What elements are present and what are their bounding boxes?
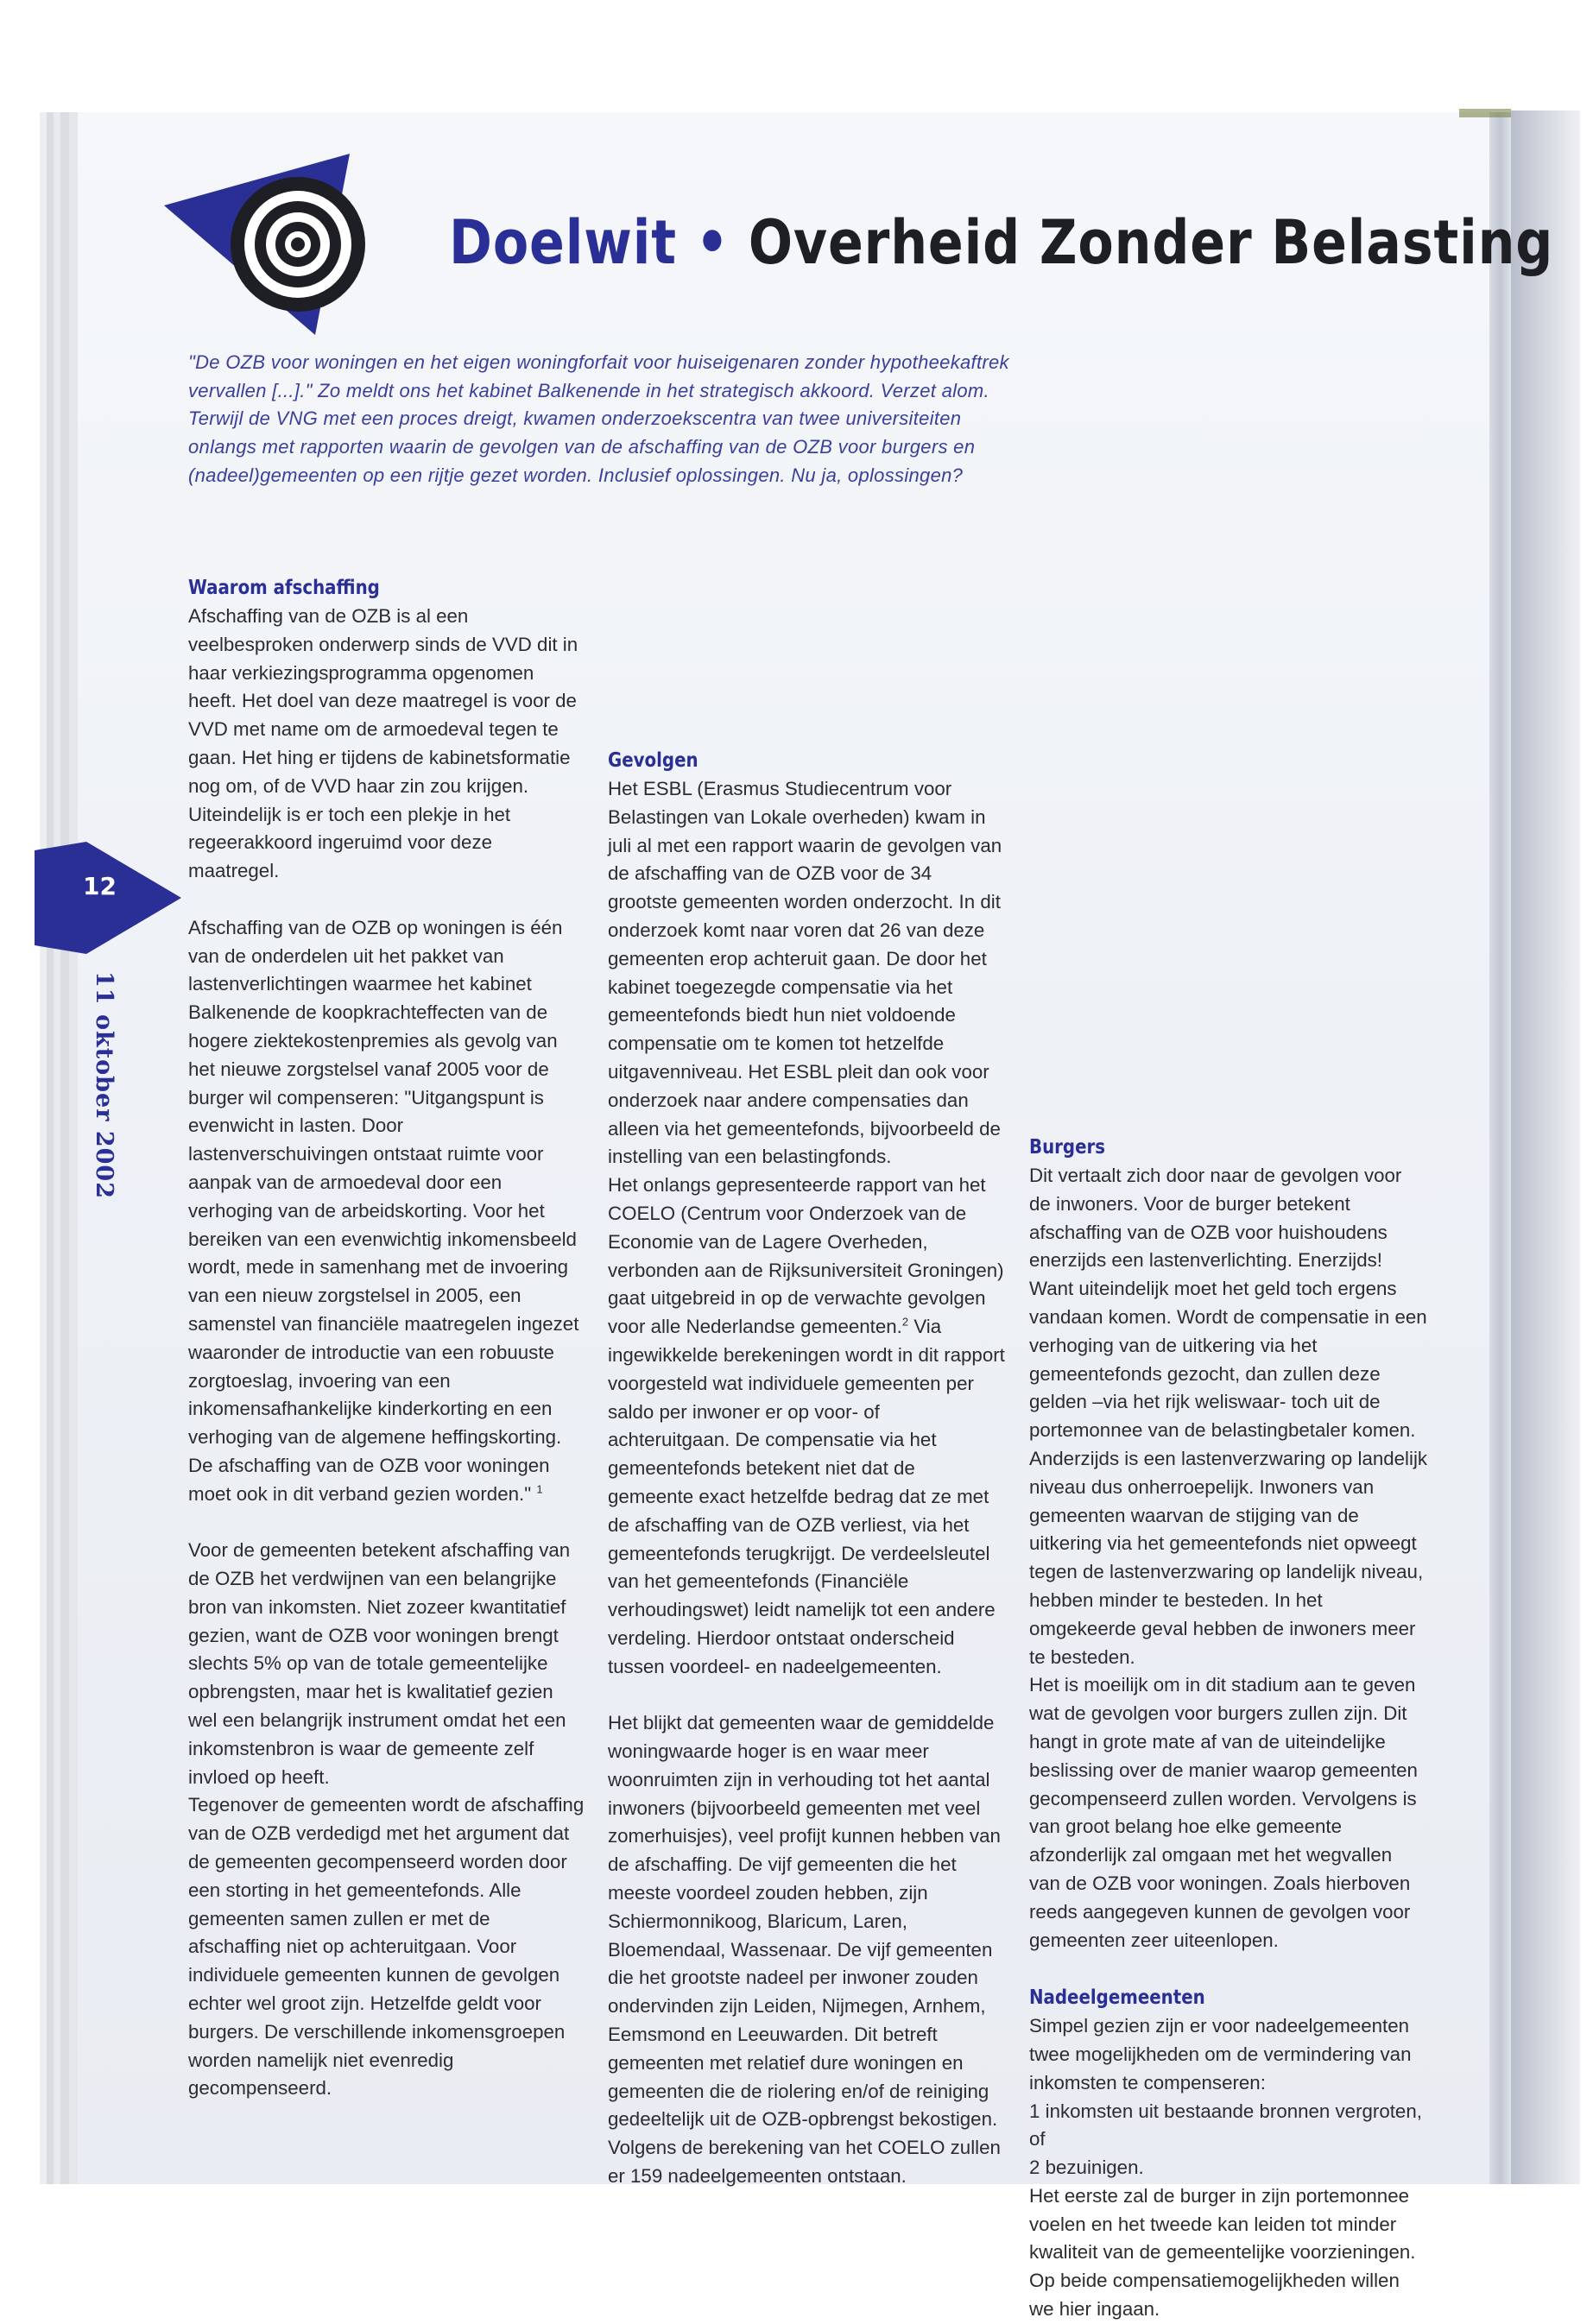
binding-mark [1459, 109, 1511, 117]
column-2 [608, 746, 1005, 2191]
intro-text: "De OZB voor woningen en het eigen woningforfait voor huiseigenaren zonder hypotheekaftrek vervallen [...]." Zo meldt ons het kabinet Balkenende in het strategisch akkoord. Verzet alom. Terwijl de VNG met een proces dreigt, kwamen onderzoekscentra van twee universiteiten onlangs met rapporten waarin de gevolgen van de afschaffing van de OZB voor burgers en (nadeel)gemeenten op een rijtje gezet worden. Inclusief oplossingen. Nu ja, oplossingen? [188, 351, 1009, 486]
burgers-p2: Het is moeilijk om in dit stadium aan te geven wat de gevolgen voor burgers zullen zijn. Dit hangt in grote mate af van de uiteindelijke beslissing over de manier waarop gemeenten gecompenseerd zullen worden. Vervolgens is van groot belang hoe elke gemeente afzonderlijk zal omgaan met het wegvallen van de OZB voor woningen. Zoals hierboven reeds aangegeven kunnen de gevolgen voor gemeenten zeer uiteenlopen. [1029, 1674, 1418, 1951]
footnote-2: 2 [901, 1315, 909, 1329]
waarom-p2 [188, 914, 585, 1509]
list-number-1: 1 [1029, 2100, 1040, 2122]
next-page-edge [1511, 111, 1580, 2184]
page-fold [1489, 112, 1511, 2184]
gevolgen-p2b-text: Via ingewikkelde berekeningen wordt in dit rapport voorgesteld wat individuele gemeenten per saldo per inwoner er op voor- of achteruitgaan. De compensatie via het gemeentefonds betekent niet dat de gemeente exact hetzelfde bedrag dat ze met de afschaffing van de OZB verliest, via het gemeentefonds terugkrijgt. De verdeelsleutel van het gemeentefonds (Financiële verhoudingswet) leidt namelijk tot een andere verdeling. Hierdoor ontstaat onderscheid tussen voordeel- en nadeelgemeenten. [608, 1316, 1005, 1677]
heading-burgers: Burgers [1029, 1136, 1106, 1159]
page-number: 12 [83, 872, 117, 900]
page-title [449, 207, 1553, 278]
title-part2: Overheid Zonder Belasting [748, 207, 1554, 278]
target-logo-icon [164, 154, 389, 335]
list-item-2 [1029, 2154, 1428, 2182]
heading-waarom: Waarom afschaffing [188, 577, 380, 599]
burgers-p1: Dit vertaalt zich door naar de gevolgen voor de inwoners. Voor de burger betekent afschaffing van de OZB voor huishoudens enerzijds een lastenverlichting. Enerzijds! Want uiteindelijk moet het geld toch ergens vandaan komen. Wordt de compensatie in een verhoging van de uitkering via het gemeentefonds gezocht, dan zullen deze gelden –via het rijk weliswaar- toch uit de portemonnee van de belastingbetaler komen. Anderzijds is een lastenverzwaring op landelijk niveau dus onherroepelijk. Inwoners van gemeenten waarvan de stijging van de uitkering via het gemeentefonds niet opweegt tegen de lastenverzwaring op landelijk niveau, hebben minder te besteden. In het omgekeerde geval hebben de inwoners meer te besteden. [1029, 1165, 1428, 1668]
title-separator: • [695, 207, 730, 278]
gevolgen-p2-text: Het onlangs gepresenteerde rapport van het COELO (Centrum voor Onderzoek van de Economie van de Lagere Overheden, verbonden aan de Rijksuniversiteit Groningen) gaat uitgebreid in op de verwachte gevolgen voor alle Nederlandse gemeenten. [608, 1174, 1004, 1338]
heading-gevolgen: Gevolgen [608, 749, 699, 772]
footnote-1: 1 [536, 1482, 543, 1496]
waarom-p3: Voor de gemeenten betekent afschaffing van de OZB het verdwijnen van een belangrijke bron van inkomsten. Niet zozeer kwantitatief gezien, want de OZB voor woningen brengt slechts 5% op van de totale gemeentelijke opbrengsten, maar het is kwalitatief gezien wel een belangrijk instrument omdat het een inkomstenbron is waar de gemeente zelf invloed op heeft. [188, 1539, 571, 1788]
column-1 [188, 573, 585, 2103]
column-3 [1029, 1133, 1428, 2324]
gevolgen-p2 [608, 1171, 1005, 1681]
gevolgen-p1: Het ESBL (Erasmus Studiecentrum voor Belastingen van Lokale overheden) kwam in juli al met een rapport waarin de gevolgen van de afschaffing van de OZB voor de 34 grootste gemeenten worden onderzocht. In dit onderzoek komt naar voren dat 26 van deze gemeenten erop achteruit gaan. De door het kabinet toegezegde compensatie via het gemeentefonds biedt hun niet voldoende compensatie om te komen tot hetzelfde uitgavenniveau. Het ESBL pleit dan ook voor onderzoek naar andere compensaties dan alleen via het gemeentefonds, bijvoorbeeld de instelling van een belastingfonds. [608, 778, 1002, 1168]
issue-date: 11 oktober 2002 [91, 971, 117, 1199]
gevolgen-p3: Het blijkt dat gemeenten waar de gemiddelde woningwaarde hoger is en waar meer woonruimten zijn in verhouding tot het aantal inwoners (bijvoorbeeld gemeenten met veel zomerhuisjes), veel profijt kunnen hebben van de afschaffing. De vijf gemeenten die het meeste voordeel zouden hebben, zijn Schiermonnikoog, Blaricum, Laren, Bloemendaal, Wassenaar. De vijf gemeenten die het grootste nadeel per inwoner zouden ondervinden zijn Leiden, Nijmegen, Arnhem, Eemsmond en Leeuwarden. Dit betreft gemeenten met relatief dure woningen en gemeenten die de riolering en/of de reiniging gedeeltelijk uit de OZB-opbrengst bekostigen. Volgens de berekening van het COELO zullen er 159 nadeelgemeenten ontstaan. [608, 1712, 1001, 2188]
list-text-1: inkomsten uit bestaande bronnen vergroten, of [1029, 2100, 1422, 2150]
list-item-1 [1029, 2098, 1428, 2155]
waarom-p1: Afschaffing van de OZB is al een veelbesproken onderwerp sinds de VVD dit in haar verkiezingsprogramma opgenomen heeft. Het doel van deze maatregel is voor de VVD met name om de armoedeval tegen te gaan. Het hing er tijdens de kabinetsformatie nog om, of de VVD haar zin zou krijgen. Uiteindelijk is er toch een plekje in het regeerakkoord ingeruimd voor deze maatregel. [188, 605, 578, 882]
title-part1: Doelwit [449, 207, 677, 278]
waarom-p2-text: Afschaffing van de OZB op woningen is één van de onderdelen uit het pakket van lastenverlichtingen waarmee het kabinet Balkenende de koopkrachteffecten van de hogere ziektekostenpremies als gevolg van het nieuwe zorgstelsel vanaf 2005 voor de burger wil compenseren: "Uitgangspunt is evenwicht in lasten. Door lastenverschuivingen ontstaat ruimte voor aanpak van de armoedeval door een verhoging van de arbeidskorting. Voor het bereiken van een evenwichtig inkomensbeeld wordt, mede in samenhang met de invoering van een nieuw zorgstelsel in 2005, een samenstel van financiële maatregelen ingezet waaronder de introductie van een robuuste zorgtoeslag, invoering van een inkomensafhankelijke kinderkorting en een verhoging van de algemene heffingskorting. De afschaffing van de OZB voor woningen moet ook in dit verband gezien worden." [188, 916, 579, 1505]
list-number-2: 2 [1029, 2157, 1040, 2179]
nadeel-p2: Het eerste zal de burger in zijn portemonnee voelen en het tweede kan leiden tot minder kwaliteit van de gemeentelijke voorzieningen. Op beide compensatiemogelijkheden willen we hier ingaan. [1029, 2184, 1416, 2321]
heading-nadeelgemeenten: Nadeelgemeenten [1029, 1986, 1205, 2010]
nadeel-p1: Simpel gezien zijn er voor nadeelgemeenten twee mogelijkheden om de vermindering van inkomsten te compenseren: [1029, 2015, 1412, 2093]
list-text-2: bezuinigen. [1045, 2157, 1144, 2179]
waarom-p4: Tegenover de gemeenten wordt de afschaffing van de OZB verdedigd met het argument dat de gemeenten gecompenseerd worden door een storting in het gemeentefonds. Alle gemeenten samen zullen er met de afschaffing niet op achteruitgaan. Voor individuele gemeenten kunnen de gevolgen echter wel groot zijn. Hetzelfde geldt voor burgers. De verschillende inkomensgroepen worden namelijk niet evenredig gecompenseerd. [188, 1794, 585, 2100]
